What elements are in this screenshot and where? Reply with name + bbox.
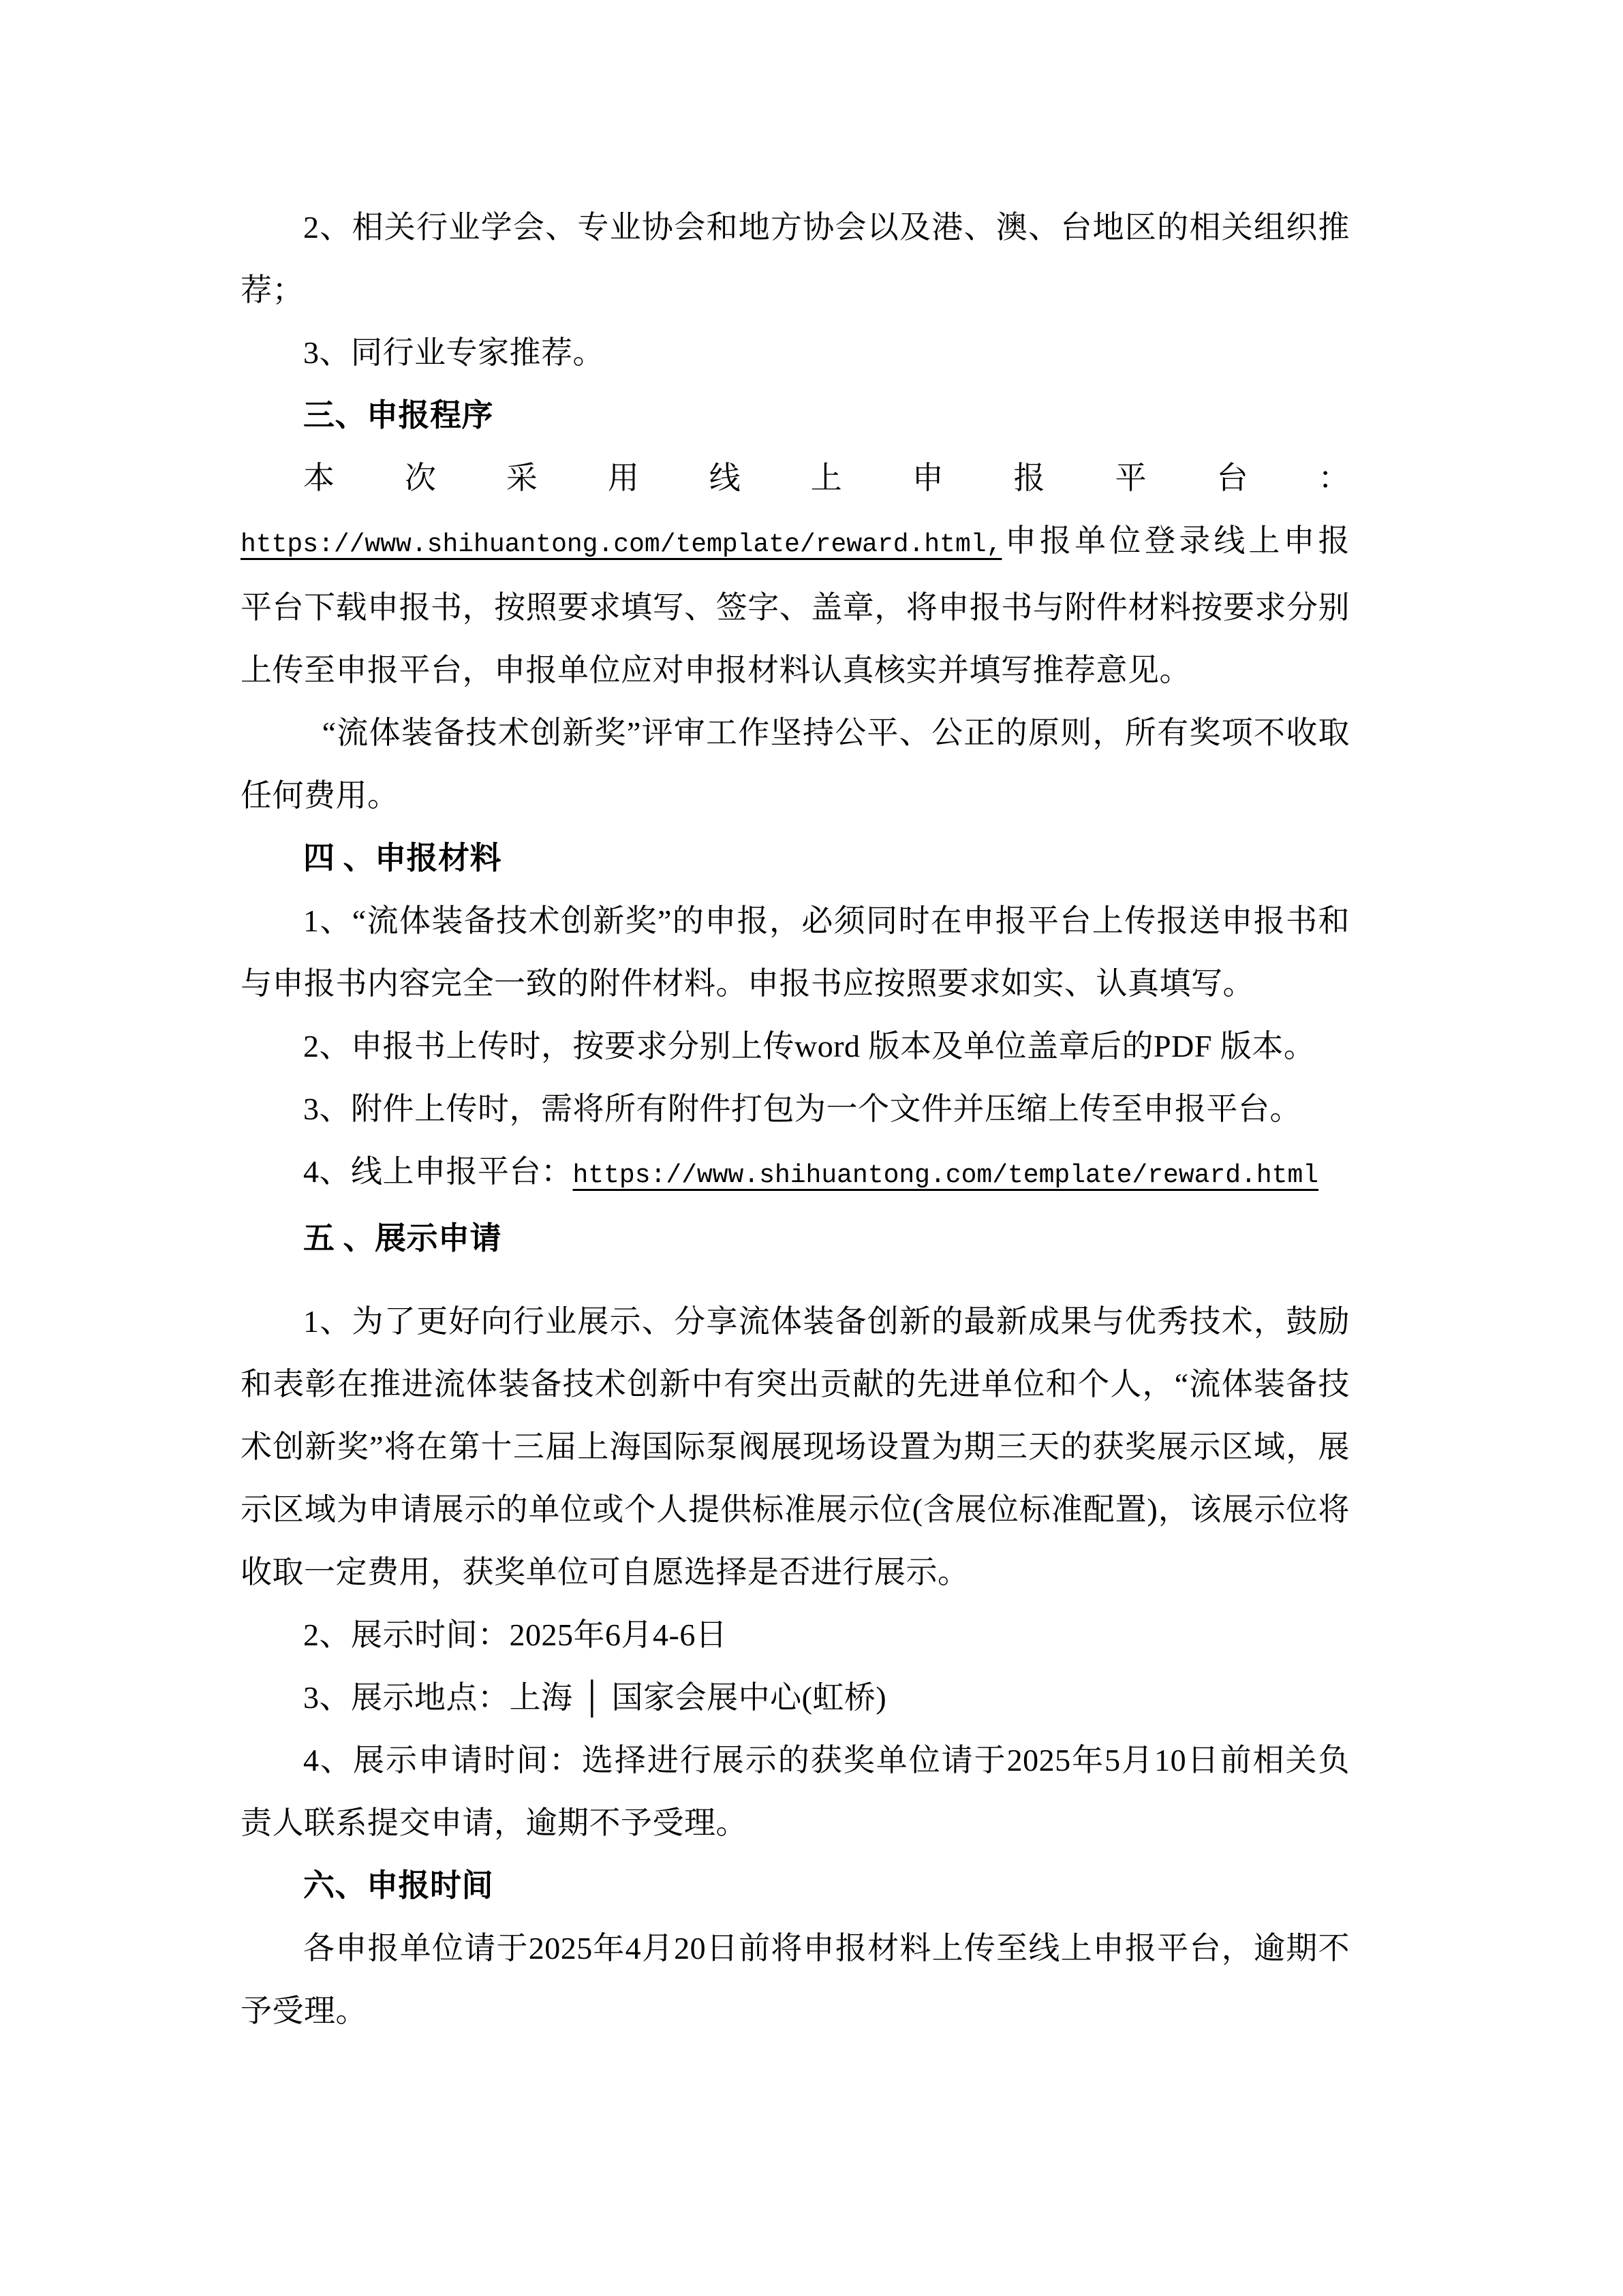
online-platform-intro-suffix: 申报单位登录线上申报平台下载申报书，按照要求填写、签字、盖章，将申报书与附件材料按要求分别上传至申报平台，申报单位应对申报材料认真核实并填写推荐意见。 <box>241 523 1350 687</box>
paragraph-review-fairness: “流体装备技术创新奖”评审工作坚持公平、公正的原则，所有奖项不收取任何费用。 <box>241 715 1350 813</box>
paragraph-exhibition-application-time: 4、展示申请时间：选择进行展示的获奖单位请于2025年5月10日前相关负责人联系提交申请，逾期不予受理。 <box>241 1743 1350 1840</box>
paragraph-application-deadline: 各申报单位请于2025年4月20日前将申报材料上传至线上申报平台，逾期不予受理。 <box>241 1931 1350 2028</box>
paragraph-exhibition-intro: 1、为了更好向行业展示、分享流体装备创新的最新成果与优秀技术，鼓励和表彰在推进流体装备技术创新中有突出贡献的先进单位和个人，“流体装备技术创新奖”将在第十三届上海国际泵阀展现场设置为期三天的获奖展示区域，展示区域为申请展示的单位或个人提供标准展示位(含展位标准配置)，该展示位将收取一定费用，获奖单位可自愿选择是否进行展示。 <box>241 1304 1350 1589</box>
paragraph-material-requirement-3: 3、附件上传时，需将所有附件打包为一个文件并压缩上传至申报平台。 <box>303 1091 1301 1126</box>
heading-section-six-application-deadline: 六、申报时间 <box>303 1868 493 1903</box>
heading-section-three-application-procedure: 三、申报程序 <box>303 398 493 433</box>
paragraph-material-requirement-2: 2、申报书上传时，按要求分别上传word 版本及单位盖章后的PDF 版本。 <box>303 1029 1316 1064</box>
heading-section-four-application-materials: 四 、申报材料 <box>303 841 501 875</box>
online-platform-intro-prefix: 本次采用线上申报平台： <box>303 461 1350 495</box>
paragraph-material-requirement-4 <box>241 1141 1350 1207</box>
material-requirement-4-prefix: 4、线上申报平台： <box>303 1154 573 1189</box>
paragraph-exhibition-location: 3、展示地点：上海 │ 国家会展中心(虹桥) <box>303 1680 887 1715</box>
paragraph-exhibition-time: 2、展示时间：2025年6月4-6日 <box>303 1617 728 1652</box>
paragraph-online-platform-intro <box>241 447 1350 702</box>
paragraph-material-requirement-1: 1、“流体装备技术创新奖”的申报，必须同时在申报平台上传报送申报书和与申报书内容完全一致的附件材料。申报书应按照要求如实、认真填写。 <box>241 903 1350 1001</box>
document-body <box>241 196 1350 2043</box>
heading-section-five-exhibition-application: 五 、展示申请 <box>303 1221 501 1256</box>
online-platform-link-1[interactable]: https://www.shihuantong.com/template/reward.html, <box>241 530 1002 559</box>
paragraph-recommendation-industry-associations: 2、相关行业学会、专业协会和地方协会以及港、澳、台地区的相关组织推荐； <box>241 210 1350 307</box>
online-platform-link-2[interactable]: https://www.shihuantong.com/template/reward.html <box>572 1161 1319 1190</box>
paragraph-recommendation-peer-experts: 3、同行业专家推荐。 <box>303 335 604 370</box>
